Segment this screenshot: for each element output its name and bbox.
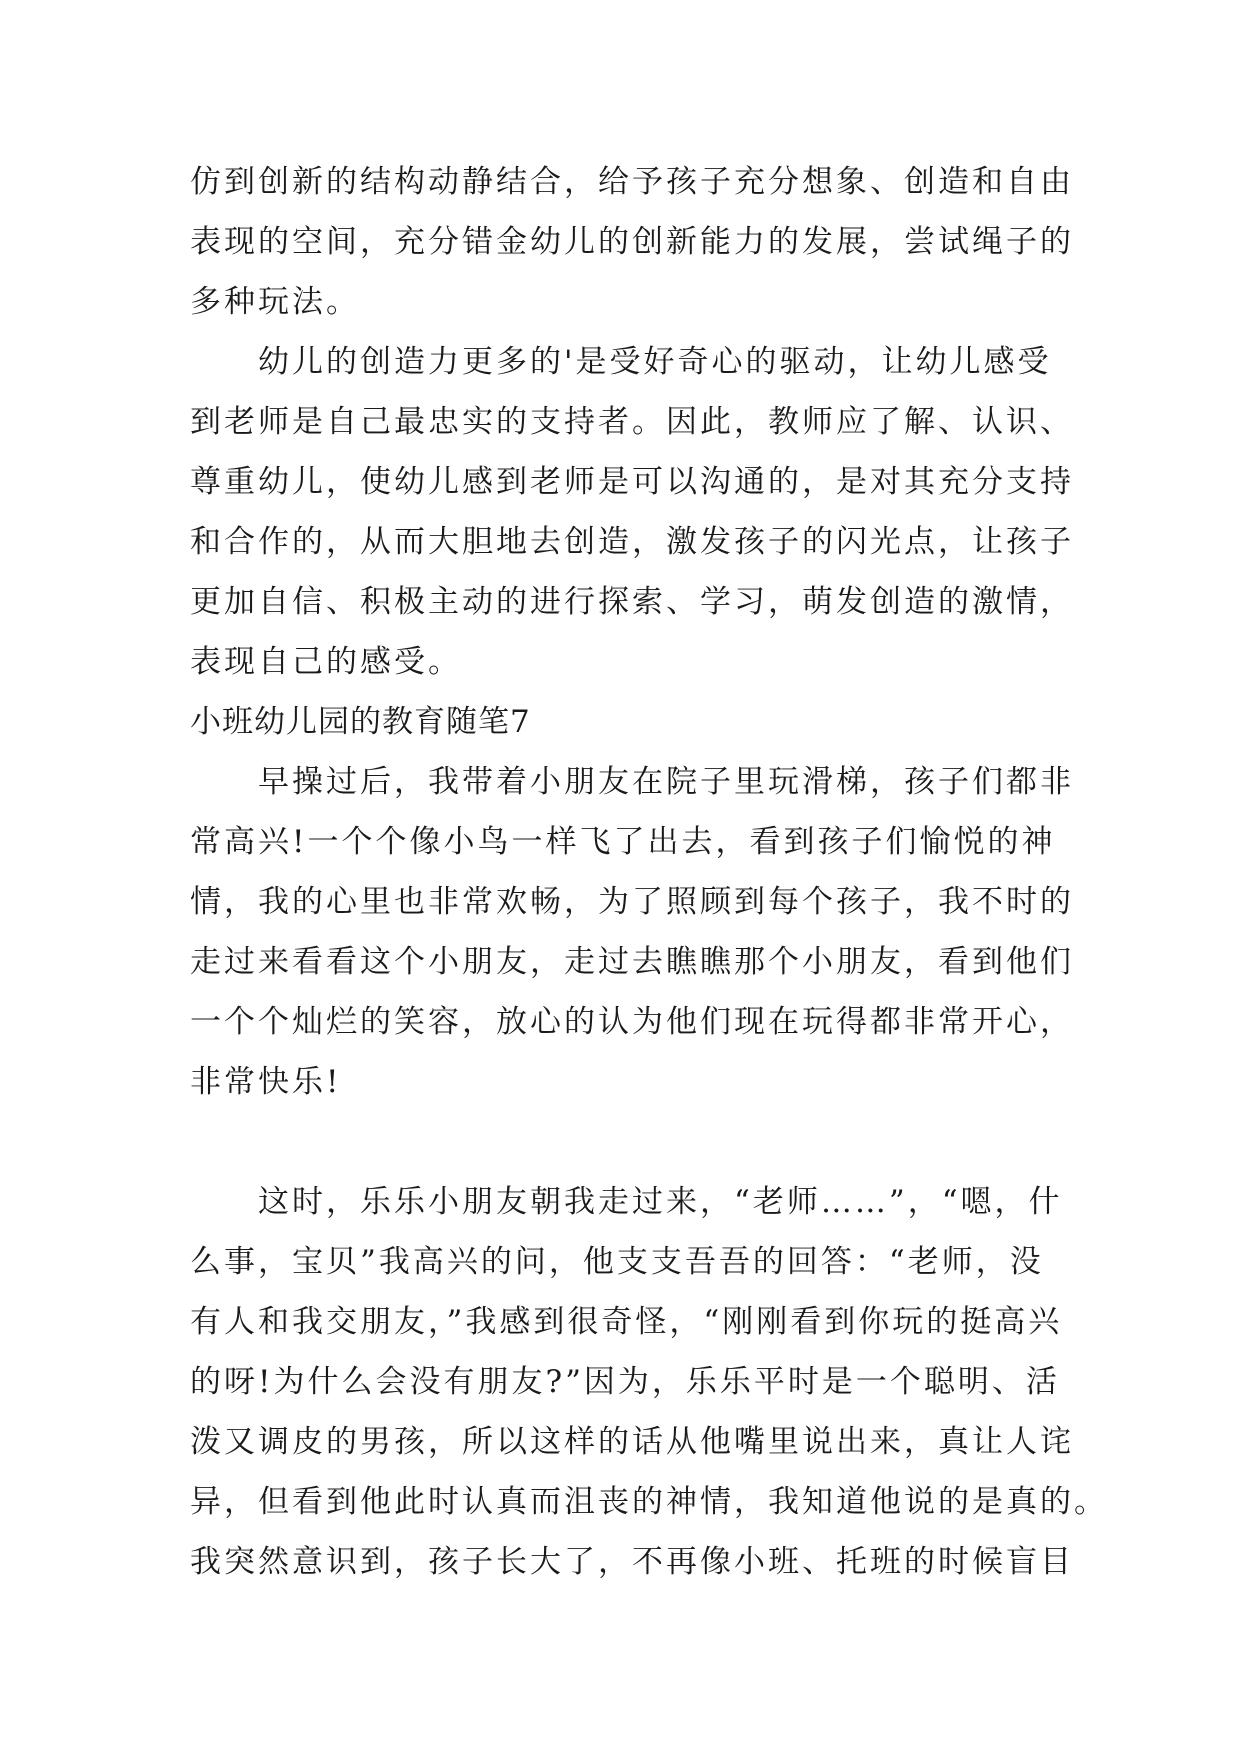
paragraph-3-line-1: 早操过后，我带着小朋友在院子里玩滑梯，孩子们都非 [258, 764, 1074, 800]
paragraph-2-line-3: 尊重幼儿，使幼儿感到老师是可以沟通的，是对其充分支持 [190, 464, 1074, 500]
section-heading: 小班幼儿园的教育随笔7 [190, 704, 531, 740]
paragraph-2-line-1: 幼儿的创造力更多的'是受好奇心的驱动，让幼儿感受 [258, 344, 1052, 380]
paragraph-1-line-2: 表现的空间，充分错金幼儿的创新能力的发展，尝试绳子的 [190, 224, 1074, 260]
paragraph-3-line-4: 走过来看看这个小朋友，走过去瞧瞧那个小朋友，看到他们 [190, 944, 1074, 980]
paragraph-4-line-2: 么事，宝贝”我高兴的问，他支支吾吾的回答：“老师，没 [190, 1244, 1044, 1280]
paragraph-3-line-3: 情，我的心里也非常欢畅，为了照顾到每个孩子，我不时的 [190, 884, 1074, 920]
paragraph-2-line-2: 到老师是自己最忠实的支持者。因此，教师应了解、认识、 [190, 404, 1074, 440]
paragraph-2-line-4: 和合作的，从而大胆地去创造，激发孩子的闪光点，让孩子 [190, 524, 1074, 560]
paragraph-1-line-3: 多种玩法。 [190, 284, 360, 320]
paragraph-4-line-3: 有人和我交朋友，”我感到很奇怪，“刚刚看到你玩的挺高兴 [190, 1304, 1063, 1340]
paragraph-2-line-6: 表现自己的感受。 [190, 644, 462, 680]
paragraph-3-line-5: 一个个灿烂的笑容，放心的认为他们现在玩得都非常开心， [190, 1004, 1074, 1040]
paragraph-4-line-5: 泼又调皮的男孩，所以这样的话从他嘴里说出来，真让人诧 [190, 1424, 1074, 1460]
paragraph-4-line-6: 异，但看到他此时认真而沮丧的神情，我知道他说的是真的。 [190, 1484, 1108, 1520]
paragraph-4-line-1: 这时，乐乐小朋友朝我走过来，“老师……”，“嗯，什 [258, 1184, 1063, 1220]
paragraph-2-line-5: 更加自信、积极主动的进行探索、学习，萌发创造的激情， [190, 584, 1074, 620]
paragraph-4-line-4: 的呀!为什么会没有朋友?”因为，乐乐平时是一个聪明、活 [190, 1364, 1060, 1400]
paragraph-4-line-7: 我突然意识到，孩子长大了，不再像小班、托班的时候盲目 [190, 1544, 1074, 1580]
paragraph-3-line-2: 常高兴!一个个像小鸟一样飞了出去，看到孩子们愉悦的神 [190, 824, 1056, 860]
paragraph-3-line-6: 非常快乐! [190, 1064, 342, 1100]
paragraph-1-line-1: 仿到创新的结构动静结合，给予孩子充分想象、创造和自由 [190, 164, 1074, 200]
